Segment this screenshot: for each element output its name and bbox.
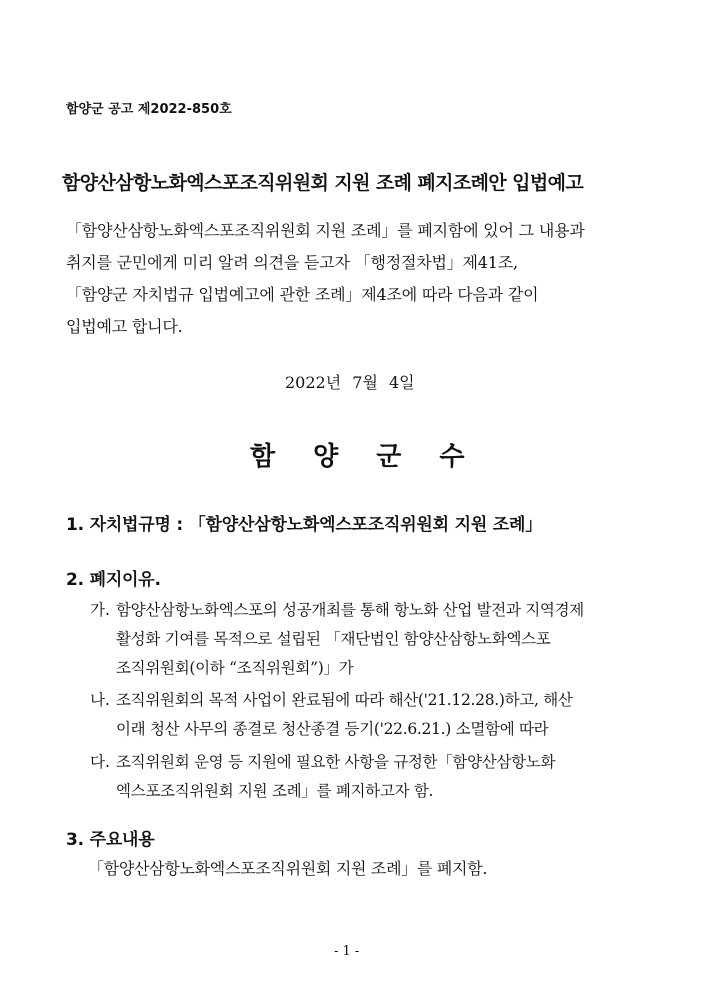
section-1-heading: 1. 자치법규명 : 「함양산삼항노화엑스포조직위원회 지원 조례」 xyxy=(66,515,543,535)
document-title: 함양산삼항노화엑스포조직위원회 지원 조례 폐지조례안 입법예고 xyxy=(62,172,584,194)
intro-line-1: 「함양산삼항노화엑스포조직위원회 지원 조례」를 폐지함에 있어 그 내용과 xyxy=(66,221,585,240)
intro-line-2: 취지를 군민에게 미리 알려 의견을 듣고자 「행정절차법」제41조, xyxy=(66,253,518,272)
item-ga-line-2: 활성화 기여를 목적으로 설립된 「재단법인 함양산삼항노화엑스포 xyxy=(116,630,551,648)
item-ga-line-3: 조직위원회(이하 “조직위원회”)」가 xyxy=(116,659,354,677)
item-marker-ga: 가. xyxy=(90,601,110,619)
intro-line-3: 「함양군 자치법규 입법예고에 관한 조례」제4조에 따라 다음과 같이 xyxy=(66,285,539,304)
item-da-line-2: 엑스포조직위원회 지원 조례」를 폐지하고자 함. xyxy=(116,782,434,800)
item-na-line-1: 조직위원회의 목적 사업이 완료됨에 따라 해산('21.12.28.)하고, 해산 xyxy=(116,691,573,709)
notice-date: 2022년 7월 4일 xyxy=(285,373,415,392)
page-number: - 1 - xyxy=(334,944,360,959)
section-3-heading: 3. 주요내용 xyxy=(66,830,155,850)
item-na-line-2: 이래 청산 사무의 종결로 청산종결 등기('22.6.21.) 소멸함에 따라 xyxy=(116,720,549,738)
section-2-heading: 2. 폐지이유. xyxy=(66,570,161,590)
section-3-body: 「함양산삼항노화엑스포조직위원회 지원 조례」를 폐지함. xyxy=(88,859,488,878)
notice-number: 함양군 공고 제2022-850호 xyxy=(66,102,232,117)
item-ga-line-1: 함양산삼항노화엑스포의 성공개최를 통해 항노화 산업 발전과 지역경제 xyxy=(116,601,584,619)
item-da-line-1: 조직위원회 운영 등 지원에 필요한 사항을 규정한「함양산삼항노화 xyxy=(116,753,556,771)
issuing-authority: 함양군수 xyxy=(250,442,503,472)
item-marker-da: 다. xyxy=(90,753,110,771)
intro-line-4: 입법예고 합니다. xyxy=(66,317,183,336)
item-marker-na: 나. xyxy=(90,691,110,709)
